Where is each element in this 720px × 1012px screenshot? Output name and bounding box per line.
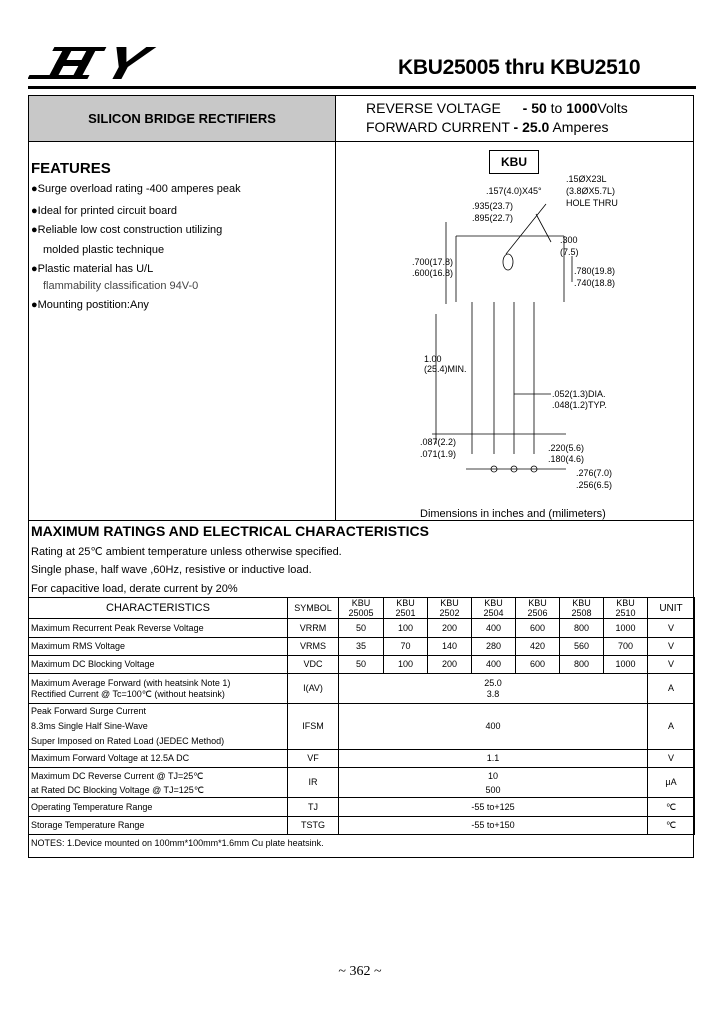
row-value: 700 xyxy=(604,638,648,656)
dim-hole-note: HOLE THRU xyxy=(566,198,618,208)
part-prefix: KBU xyxy=(528,598,547,608)
reverse-voltage-label: REVERSE VOLTAGE xyxy=(366,100,501,116)
mounting-hole xyxy=(503,254,513,270)
row-label: Storage Temperature Range xyxy=(29,817,288,835)
dim-side-max: .780(19.8) xyxy=(574,266,616,276)
table-row-tstg xyxy=(29,817,695,835)
product-type: SILICON BRIDGE RECTIFIERS xyxy=(29,96,335,141)
row-label: Maximum DC Blocking Voltage xyxy=(29,656,288,674)
row-symbol: IFSM xyxy=(288,704,339,750)
dim-lead-spacing-max: .220(5.6) xyxy=(548,443,585,453)
row-value xyxy=(339,674,648,704)
row-label-line: Maximum DC Reverse Current @ TJ=25℃ xyxy=(31,770,204,781)
table-row-ir xyxy=(29,768,695,798)
row-value: 200 xyxy=(428,656,472,674)
row-value: 50 xyxy=(339,656,384,674)
row-label: Maximum RMS Voltage xyxy=(29,638,288,656)
dim-height-max: .700(17.8) xyxy=(412,257,454,267)
dim-hole-metric: (3.8ØX5.7L) xyxy=(566,186,616,196)
dimensions-caption: Dimensions in inches and (milimeters) xyxy=(420,508,606,520)
row-value-line: 10 xyxy=(487,770,498,781)
dim-overall-spacing-min: .256(6.5) xyxy=(576,480,613,490)
row-value: 600 xyxy=(516,619,560,638)
table-row-vrrm xyxy=(29,619,695,638)
row-unit: V xyxy=(648,638,695,656)
row-unit: A xyxy=(648,704,695,750)
row-symbol: VDC xyxy=(288,656,339,674)
reverse-voltage-unit: Volts xyxy=(597,100,628,116)
section-divider xyxy=(28,520,694,521)
row-symbol: TJ xyxy=(288,798,339,817)
row-label: Operating Temperature Range xyxy=(29,798,288,817)
row-label-line: Peak Forward Surge Current xyxy=(31,706,147,716)
footnote: NOTES: 1.Device mounted on 100mm*100mm*1.6mm Cu plate heatsink. xyxy=(31,838,324,848)
part-prefix: KBU xyxy=(572,598,591,608)
rating-condition: Rating at 25℃ ambient temperature unless otherwise specified. xyxy=(31,546,342,558)
col-part xyxy=(472,598,516,619)
row-symbol: I(AV) xyxy=(288,674,339,704)
package-outline-drawing xyxy=(336,174,694,504)
dim-lead-length: 1.00 xyxy=(424,354,442,364)
row-symbol: VRRM xyxy=(288,619,339,638)
row-value: 400 xyxy=(339,704,648,750)
reverse-voltage-to: 1000 xyxy=(566,100,598,116)
rating-condition: For capacitive load, derate current by 20% xyxy=(31,583,238,595)
col-part xyxy=(560,598,604,619)
dim-lead-dia-typ: .048(1.2)TYP. xyxy=(552,400,607,410)
dim-side-min: .740(18.8) xyxy=(574,278,616,288)
row-label-line: at Rated DC Blocking Voltage @ TJ=125℃ xyxy=(31,784,204,795)
dim-width-min: .895(22.7) xyxy=(472,213,514,223)
row-unit: μA xyxy=(648,768,695,798)
row-value: 420 xyxy=(516,638,560,656)
row-unit: ℃ xyxy=(648,798,695,817)
row-value: 560 xyxy=(560,638,604,656)
table-header-row xyxy=(29,598,695,619)
table-row-vdc xyxy=(29,656,695,674)
forward-current-dash: - xyxy=(513,119,519,135)
reverse-voltage-dash: - xyxy=(522,100,528,116)
dim-pitch-metric: (7.5) xyxy=(560,247,579,257)
part-number: 2510 xyxy=(615,608,636,618)
table-row-iav xyxy=(29,674,695,704)
page-number: ~ 362 ~ xyxy=(338,964,382,979)
row-label xyxy=(29,674,288,704)
row-value: 50 xyxy=(339,619,384,638)
row-label: Maximum Recurrent Peak Reverse Voltage xyxy=(29,619,288,638)
part-prefix: KBU xyxy=(396,598,415,608)
dim-lead-spacing-min: .180(4.6) xyxy=(548,454,585,464)
row-value: 100 xyxy=(384,656,428,674)
header-rule xyxy=(28,86,696,89)
dim-hole: .15ØX23L xyxy=(566,174,607,184)
row-value: 200 xyxy=(428,619,472,638)
row-value: 140 xyxy=(428,638,472,656)
row-value-line: 25.0 xyxy=(484,677,502,688)
col-characteristics: CHARACTERISTICS xyxy=(29,598,288,619)
table-row-ifsm xyxy=(29,704,695,750)
row-value: 1000 xyxy=(604,656,648,674)
row-value: 280 xyxy=(472,638,516,656)
row-value: 1000 xyxy=(604,619,648,638)
row-symbol: VRMS xyxy=(288,638,339,656)
document-title: KBU25005 thru KBU2510 xyxy=(398,56,641,79)
col-part xyxy=(428,598,472,619)
reverse-voltage-to-word: to xyxy=(550,100,563,116)
row-value-line: 500 xyxy=(485,784,501,795)
part-number: 2506 xyxy=(527,608,548,618)
part-number: 25005 xyxy=(348,608,374,618)
row-label-line: Rectified Current @ Tc=100℃ (without heatsink) xyxy=(31,688,225,699)
feature-line: ●Reliable low cost construction utilizing xyxy=(31,224,223,236)
dim-lead-length-metric: (25.4)MIN. xyxy=(424,364,467,374)
row-symbol: VF xyxy=(288,750,339,768)
col-part xyxy=(339,598,384,619)
row-symbol: TSTG xyxy=(288,817,339,835)
col-part xyxy=(604,598,648,619)
row-value: 1.1 xyxy=(339,750,648,768)
row-value: 800 xyxy=(560,656,604,674)
part-number: 2508 xyxy=(571,608,592,618)
row-value: 400 xyxy=(472,656,516,674)
package-name: KBU xyxy=(489,150,539,174)
leader-pitch xyxy=(536,214,551,242)
reverse-voltage-from: 50 xyxy=(531,100,547,116)
dim-height-min: .600(16.8) xyxy=(412,268,454,278)
feature-line: molded plastic technique xyxy=(43,244,165,256)
dim-overall-spacing-max: .276(7.0) xyxy=(576,468,613,478)
col-symbol: SYMBOL xyxy=(288,598,339,619)
dim-lead-offset-max: .087(2.2) xyxy=(420,437,457,447)
col-part xyxy=(384,598,428,619)
col-unit: UNIT xyxy=(648,598,695,619)
part-number: 2502 xyxy=(439,608,460,618)
part-prefix: KBU xyxy=(616,598,635,608)
forward-current-value: 25.0 xyxy=(522,119,550,135)
row-unit: A xyxy=(648,674,695,704)
feature-line: ●Ideal for printed circuit board xyxy=(31,205,178,217)
ratings-table xyxy=(28,597,695,835)
dim-lead-dia: .052(1.3)DIA. xyxy=(552,389,606,399)
feature-line: flammability classification 94V-0 xyxy=(43,280,199,292)
row-unit: ℃ xyxy=(648,817,695,835)
feature-line: ●Surge overload rating -400 amperes peak xyxy=(31,183,241,195)
part-prefix: KBU xyxy=(484,598,503,608)
part-number: 2501 xyxy=(395,608,416,618)
dim-lead-offset-min: .071(1.9) xyxy=(420,449,457,459)
part-prefix: KBU xyxy=(351,598,371,608)
forward-current-unit: Amperes xyxy=(552,119,609,135)
forward-current-label: FORWARD CURRENT xyxy=(366,119,510,135)
row-label xyxy=(29,768,288,798)
row-value: 70 xyxy=(384,638,428,656)
row-value: 600 xyxy=(516,656,560,674)
row-unit: V xyxy=(648,619,695,638)
row-label: Maximum Forward Voltage at 12.5A DC xyxy=(29,750,288,768)
row-value: -55 to+150 xyxy=(339,817,648,835)
feature-line: ●Mounting postition:Any xyxy=(31,299,149,311)
ratings-title: MAXIMUM RATINGS AND ELECTRICAL CHARACTERISTICS xyxy=(31,523,429,539)
col-part xyxy=(516,598,560,619)
table-row-tj xyxy=(29,798,695,817)
row-unit: V xyxy=(648,750,695,768)
summary-divider xyxy=(28,141,336,142)
voltage-current-summary xyxy=(366,99,628,137)
row-value: 400 xyxy=(472,619,516,638)
part-prefix: KBU xyxy=(440,598,459,608)
summary-divider-right xyxy=(336,141,694,142)
rating-condition: Single phase, half wave ,60Hz, resistive or inductive load. xyxy=(31,564,312,576)
row-value: 100 xyxy=(384,619,428,638)
dim-chamfer: .157(4.0)X45° xyxy=(486,186,542,196)
row-label xyxy=(29,704,288,750)
table-row-vrms xyxy=(29,638,695,656)
leader-hole xyxy=(506,204,546,254)
company-logo xyxy=(28,44,163,84)
row-value: 35 xyxy=(339,638,384,656)
part-number: 2504 xyxy=(483,608,504,618)
dim-width-max: .935(23.7) xyxy=(472,201,514,211)
row-label-line: 8.3ms Single Half Sine-Wave xyxy=(31,721,148,731)
feature-line: ●Plastic material has U/L xyxy=(31,263,154,275)
row-value: 800 xyxy=(560,619,604,638)
features-title: FEATURES xyxy=(31,160,111,177)
row-label-line: Maximum Average Forward (with heatsink Note 1) xyxy=(31,677,231,688)
row-label-line: Super Imposed on Rated Load (JEDEC Method) xyxy=(31,736,225,746)
row-symbol: IR xyxy=(288,768,339,798)
table-row-vf xyxy=(29,750,695,768)
row-value-line: 3.8 xyxy=(486,688,500,699)
dim-pitch: .300 xyxy=(560,235,578,245)
row-value xyxy=(339,768,648,798)
row-unit: V xyxy=(648,656,695,674)
row-value: -55 to+125 xyxy=(339,798,648,817)
